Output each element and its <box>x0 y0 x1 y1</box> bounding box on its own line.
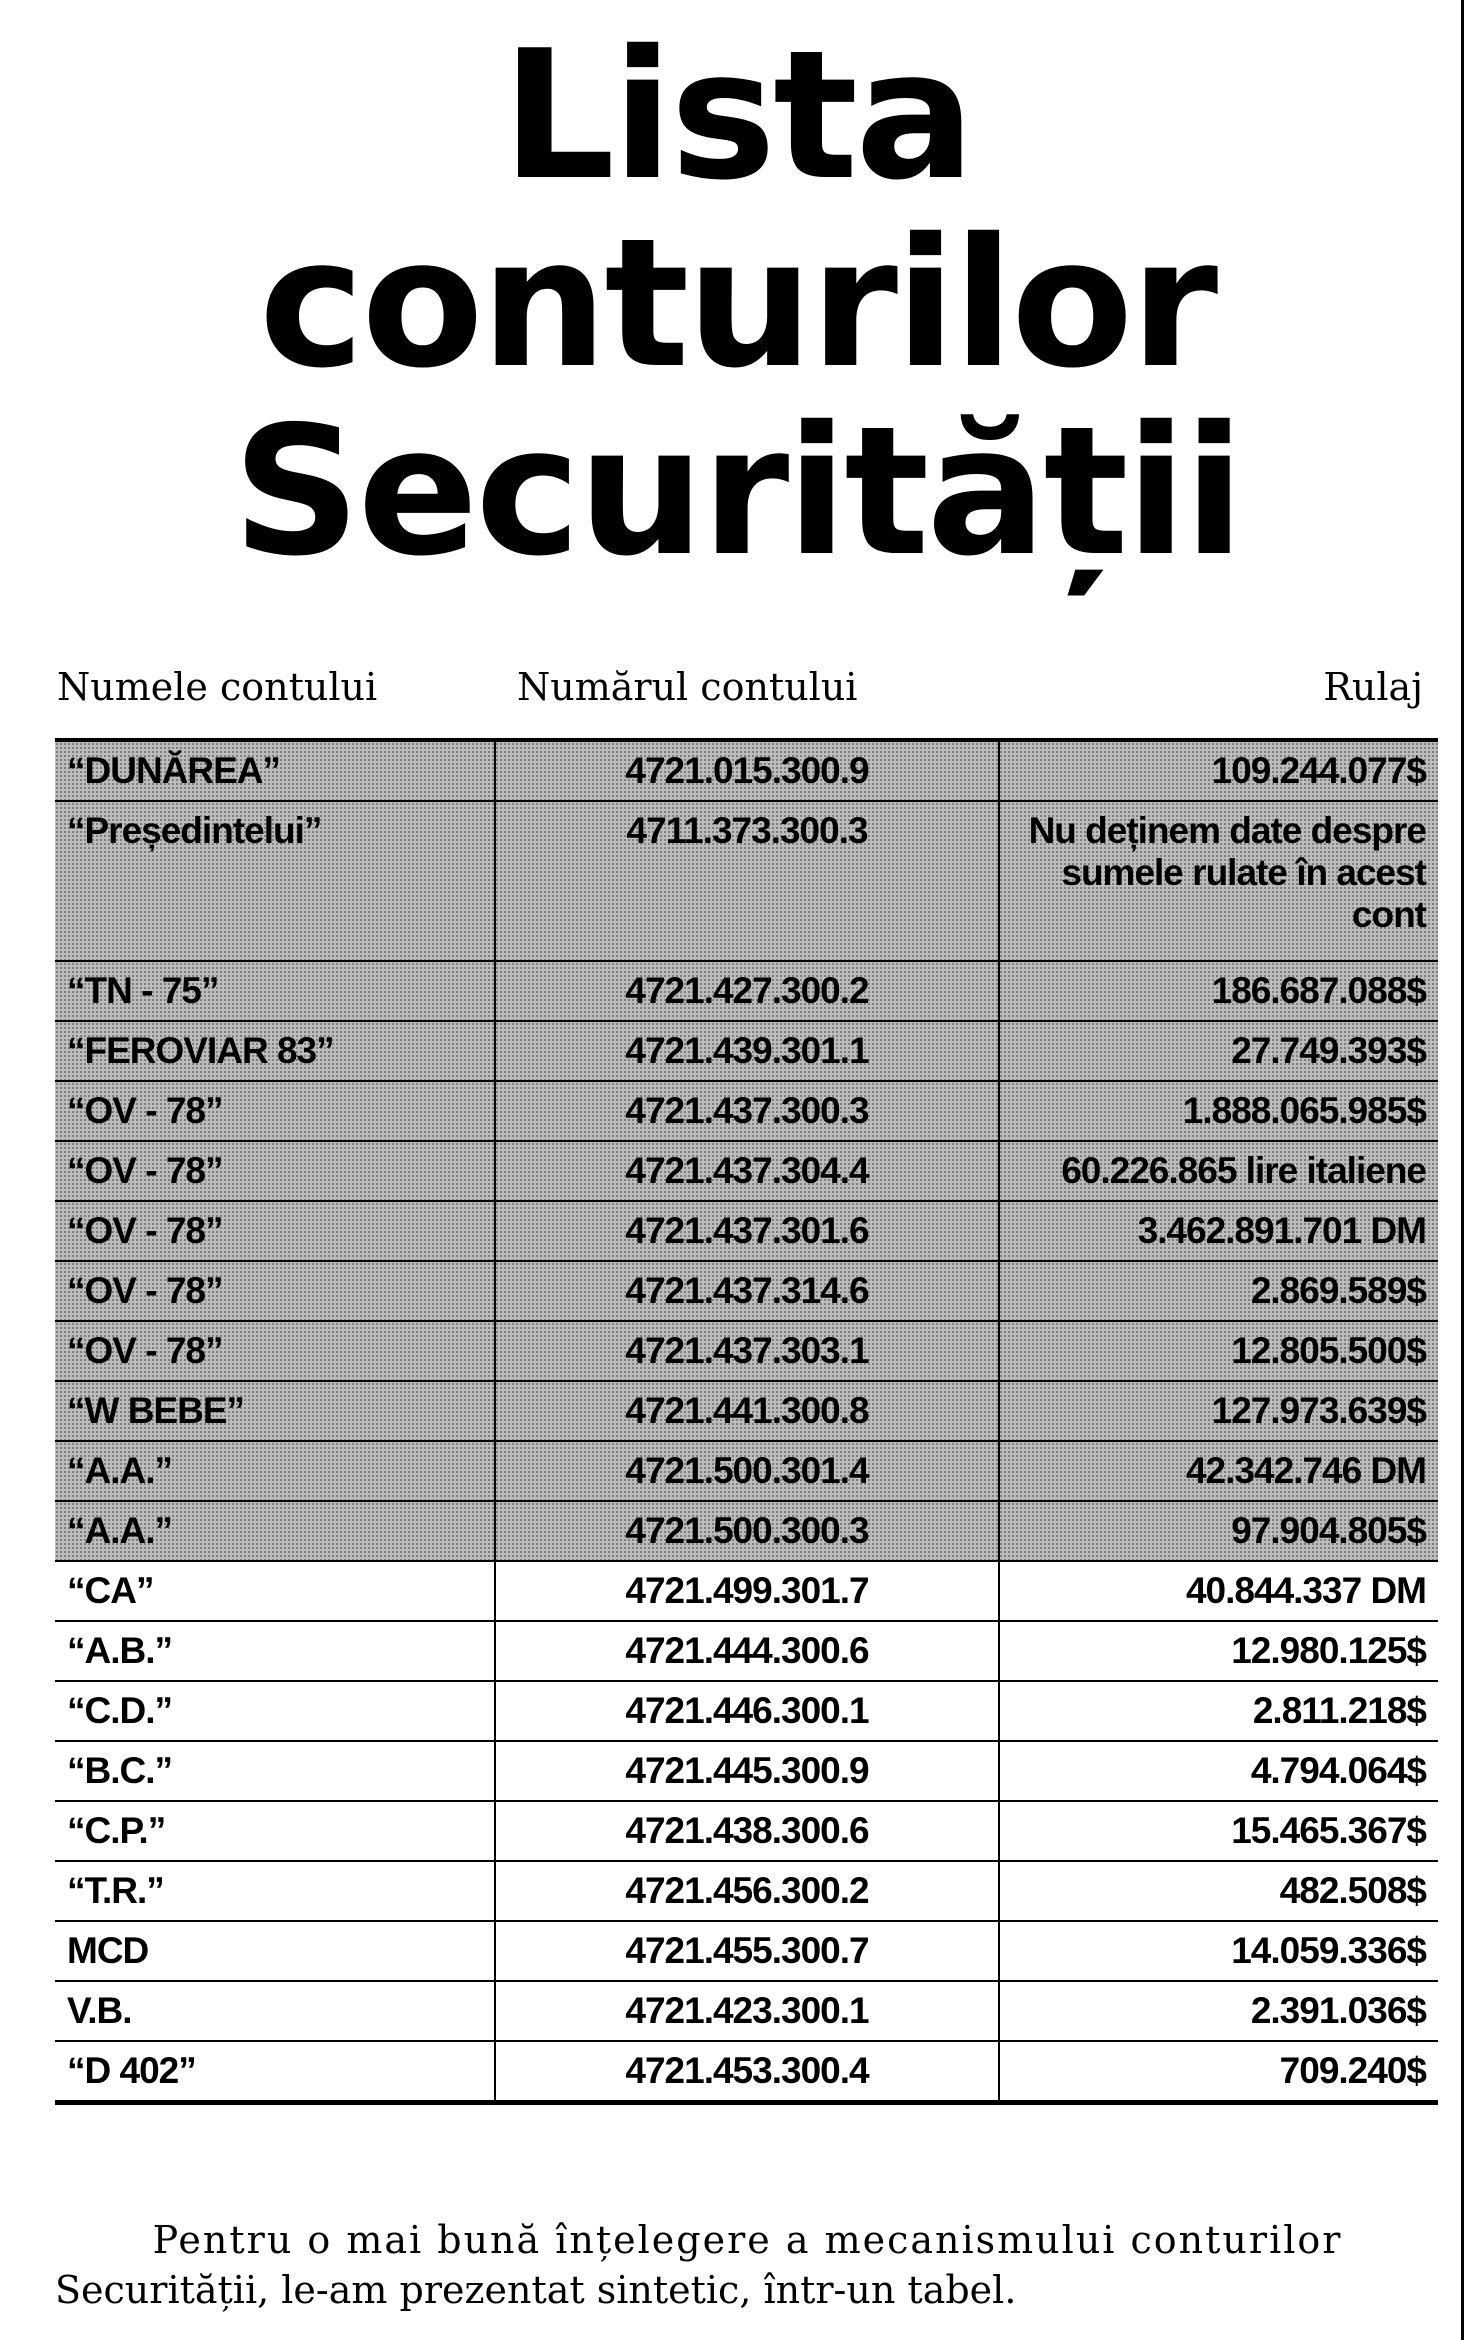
table-row <box>55 1922 1438 1982</box>
cell-rulaj: 709.240$ <box>1279 2050 1426 2091</box>
caption <box>55 2215 1440 2315</box>
table-row <box>55 1982 1438 2042</box>
caption-line-1: Pentru o mai bună înțelegere a mecanismului conturilor <box>152 2218 1343 2262</box>
cell-rulaj: 127.973.639$ <box>1211 1390 1426 1431</box>
table-headers <box>55 665 1435 715</box>
cell-account-number: 4721.438.300.6 <box>496 1802 1000 1860</box>
cell-rulaj: 14.059.336$ <box>1231 1930 1426 1971</box>
title-line-2: conturilor <box>258 200 1216 407</box>
cell-account-name: “A.A.” <box>55 1502 496 1560</box>
cell-account-name: “FEROVIAR 83” <box>55 1022 496 1080</box>
cell-account-name: “A.B.” <box>55 1622 496 1680</box>
table-row <box>55 1502 1438 1562</box>
cell-account-name: “B.C.” <box>55 1742 496 1800</box>
table-row <box>55 1562 1438 1622</box>
cell-account-number: 4711.373.300.3 <box>496 802 1000 960</box>
cell-account-name: “W BEBE” <box>55 1382 496 1440</box>
cell-rulaj: 60.226.865 lire italiene <box>1061 1150 1426 1191</box>
cell-account-name: “D 402” <box>55 2042 496 2100</box>
cell-account-number: 4721.437.301.6 <box>496 1202 1000 1260</box>
header-rulaj: Rulaj <box>1323 665 1423 709</box>
cell-account-name: “A.A.” <box>55 1442 496 1500</box>
table-row <box>55 1802 1438 1862</box>
table-row <box>55 742 1438 802</box>
table-row <box>55 1442 1438 1502</box>
cell-account-name: “DUNĂREA” <box>55 742 496 800</box>
table-row <box>55 1142 1438 1202</box>
table-row <box>55 1082 1438 1142</box>
title-line-1: Lista <box>501 12 973 219</box>
cell-account-number: 4721.437.314.6 <box>496 1262 1000 1320</box>
article-title <box>0 12 1474 595</box>
cell-account-number: 4721.437.303.1 <box>496 1322 1000 1380</box>
cell-rulaj: 42.342.746 DM <box>1185 1450 1426 1491</box>
header-account-number: Numărul contului <box>517 665 858 709</box>
table-row <box>55 1202 1438 1262</box>
cell-account-name: MCD <box>55 1922 496 1980</box>
cell-account-number: 4721.439.301.1 <box>496 1022 1000 1080</box>
cell-account-number: 4721.437.304.4 <box>496 1142 1000 1200</box>
header-account-name: Numele contului <box>57 665 378 709</box>
cell-account-name: “OV - 78” <box>55 1322 496 1380</box>
cell-rulaj: 15.465.367$ <box>1231 1810 1426 1851</box>
cell-account-name: “CA” <box>55 1562 496 1620</box>
cell-account-name: “Președintelui” <box>55 802 496 960</box>
cell-account-name: “OV - 78” <box>55 1202 496 1260</box>
cell-account-number: 4721.455.300.7 <box>496 1922 1000 1980</box>
cell-rulaj: 2.811.218$ <box>1252 1690 1426 1731</box>
cell-rulaj: 4.794.064$ <box>1250 1750 1426 1791</box>
cell-rulaj: 2.391.036$ <box>1250 1990 1426 2031</box>
table-row <box>55 1022 1438 1082</box>
cell-account-number: 4721.441.300.8 <box>496 1382 1000 1440</box>
cell-account-number: 4721.500.301.4 <box>496 1442 1000 1500</box>
cell-rulaj: 40.844.337 DM <box>1185 1570 1426 1611</box>
accounts-table <box>55 738 1438 2105</box>
cell-rulaj: 12.980.125$ <box>1231 1630 1426 1671</box>
accounts-table-body <box>55 742 1438 2102</box>
table-row <box>55 1682 1438 1742</box>
cell-rulaj: 109.244.077$ <box>1211 750 1426 791</box>
cell-rulaj: 97.904.805$ <box>1231 1510 1426 1551</box>
cell-account-name: “OV - 78” <box>55 1262 496 1320</box>
caption-line-2: Securității, le-am prezentat sintetic, într-un tabel. <box>55 2268 1017 2312</box>
cell-account-name: “C.P.” <box>55 1802 496 1860</box>
table-row <box>55 1382 1438 1442</box>
cell-rulaj: 12.805.500$ <box>1231 1330 1426 1371</box>
cell-rulaj: 27.749.393$ <box>1231 1030 1426 1071</box>
table-row <box>55 1322 1438 1382</box>
cell-rulaj: 3.462.891.701 DM <box>1137 1210 1426 1251</box>
cell-rulaj: Nu deținem date despre sumele rulate în acest cont <box>1028 810 1426 935</box>
table-row <box>55 2042 1438 2102</box>
title-line-3: Securității <box>232 388 1242 595</box>
cell-account-name: “TN - 75” <box>55 962 496 1020</box>
cell-account-number: 4721.453.300.4 <box>496 2042 1000 2100</box>
cell-account-number: 4721.015.300.9 <box>496 742 1000 800</box>
table-row <box>55 1262 1438 1322</box>
cell-account-name: “OV - 78” <box>55 1082 496 1140</box>
cell-account-name: “C.D.” <box>55 1682 496 1740</box>
cell-rulaj: 482.508$ <box>1279 1870 1426 1911</box>
cell-account-number: 4721.427.300.2 <box>496 962 1000 1020</box>
cell-account-number: 4721.445.300.9 <box>496 1742 1000 1800</box>
cell-account-number: 4721.444.300.6 <box>496 1622 1000 1680</box>
cell-rulaj: 2.869.589$ <box>1250 1270 1426 1311</box>
table-row <box>55 1742 1438 1802</box>
table-row <box>55 1862 1438 1922</box>
cell-account-number: 4721.456.300.2 <box>496 1862 1000 1920</box>
cell-account-name: “T.R.” <box>55 1862 496 1920</box>
cell-account-name: “OV - 78” <box>55 1142 496 1200</box>
cell-rulaj: 1.888.065.985$ <box>1182 1090 1426 1131</box>
cell-account-number: 4721.423.300.1 <box>496 1982 1000 2040</box>
cell-rulaj: 186.687.088$ <box>1211 970 1426 1011</box>
cell-account-number: 4721.446.300.1 <box>496 1682 1000 1740</box>
cell-account-number: 4721.437.300.3 <box>496 1082 1000 1140</box>
cell-account-number: 4721.499.301.7 <box>496 1562 1000 1620</box>
table-row <box>55 802 1438 962</box>
cell-account-number: 4721.500.300.3 <box>496 1502 1000 1560</box>
table-row <box>55 962 1438 1022</box>
cell-account-name: V.B. <box>55 1982 496 2040</box>
table-row <box>55 1622 1438 1682</box>
